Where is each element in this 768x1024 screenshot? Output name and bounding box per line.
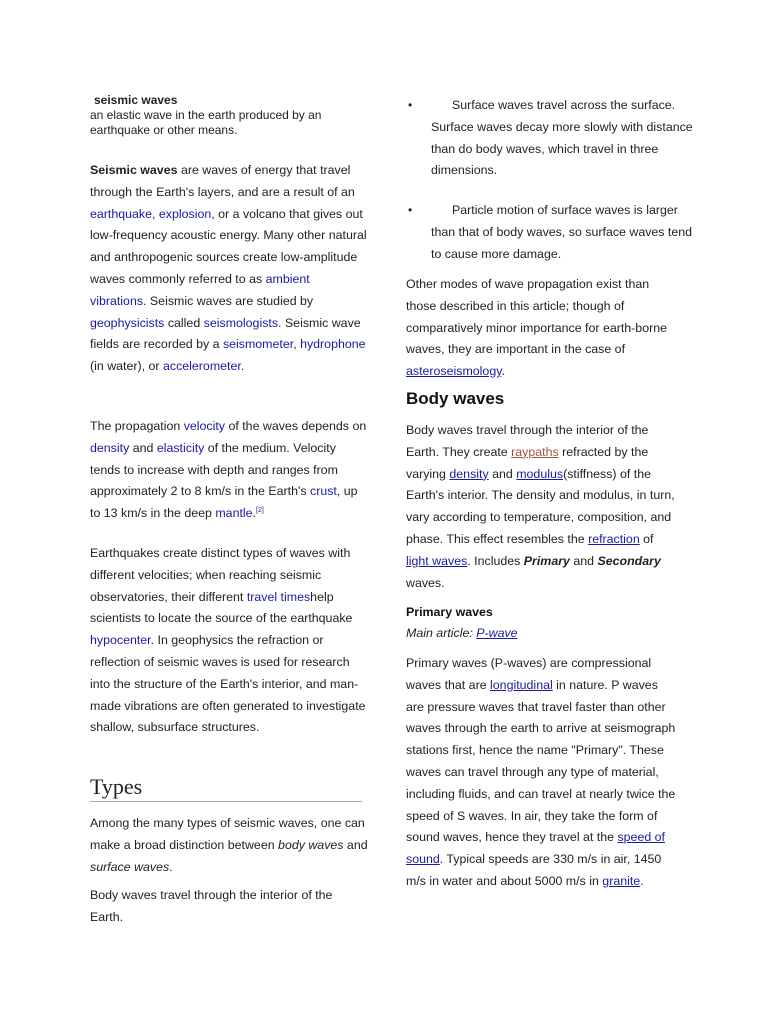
link-raypaths[interactable]: raypaths (511, 444, 559, 459)
link-seismologists[interactable]: seismologists (203, 315, 279, 330)
link-geophysicists[interactable]: geophysicists (90, 315, 165, 330)
main-article-note (406, 623, 678, 645)
intro-text: , or a volcano that gives out low-frequency acoustic energy. Many other natural and anthropogenic sources create low-amplitude waves commonly referred to as (90, 206, 367, 286)
link-refraction[interactable]: refraction (588, 531, 640, 546)
types-text: and (343, 837, 368, 852)
types-italic-surface: surface waves (90, 859, 170, 874)
prop-text: and (129, 440, 157, 455)
eq-text: help scientists to locate the source of the earthquake (90, 589, 353, 626)
prop-text: , up to 13 km/s in the deep (90, 484, 358, 521)
bullet-dot-icon: • (408, 98, 413, 112)
prop-text: The propagation (90, 419, 184, 433)
intro-text: called (164, 315, 204, 330)
link-crust[interactable]: crust (310, 484, 337, 499)
types-heading: Types (90, 774, 143, 799)
body-waves-paragraph (406, 420, 678, 594)
intro-text: , (293, 337, 301, 352)
definition-text: an elastic wave in the earth produced by an earthquake or other means. (90, 108, 322, 137)
link-elasticity[interactable]: elasticity (156, 440, 205, 455)
definition-title: seismic waves (94, 93, 178, 107)
intro-text: . Seismic wave fields are recorded by a (90, 315, 361, 352)
types-section (90, 773, 362, 802)
link-hypocenter[interactable]: hypocenter (90, 633, 151, 648)
bw-text: and (569, 553, 598, 568)
secondary-bold: Secondary (597, 553, 661, 568)
intro-text: , (152, 206, 159, 221)
link-velocity[interactable]: velocity (183, 419, 226, 433)
bw-text: Body waves travel through the interior of the Earth. They create (406, 423, 649, 459)
link-speed-of-sound[interactable]: speed of sound (406, 830, 666, 867)
main-article-prefix: Main article: (406, 626, 477, 640)
types-italic-body: body waves (278, 837, 344, 852)
link-p-wave[interactable]: P-wave (476, 626, 518, 640)
bullet-text: Particle motion of surface waves is larger than that of body waves, so surface waves tend to cause more damage. (431, 203, 693, 261)
eq-text: . In geophysics the refraction or reflection of seismic waves is used for research into the structure of the Earth's interior, and man-made vibrations are often generated to investigate shallow, subsurface structures. (90, 633, 366, 735)
intro-text: . (240, 359, 245, 374)
link-accelerometer[interactable]: accelerometer (162, 359, 241, 374)
link-longitudinal[interactable]: longitudinal (490, 677, 553, 692)
bullet-surface-waves-1 (406, 95, 703, 182)
link-modulus[interactable]: modulus (516, 466, 564, 481)
eq-text: Earthquakes create distinct types of waves with different velocities; when reaching seismic observatories, their different (90, 546, 351, 604)
link-mantle[interactable]: mantle (215, 506, 253, 521)
prop-text: . (252, 506, 257, 521)
link-asteroseismology[interactable]: asteroseismology (406, 364, 502, 379)
body-waves-heading: Body waves (406, 389, 505, 408)
primary-waves-paragraph (406, 653, 678, 893)
other-modes-paragraph (406, 274, 678, 383)
primary-waves-heading: Primary waves (406, 605, 493, 619)
bw-text: and (488, 466, 517, 481)
prop-text: of the medium. Velocity tends to increase with depth and ranges from approximately 2 to 8 km/s in the Earth's (90, 440, 338, 499)
propagation-paragraph (90, 416, 368, 525)
intro-bold: Seismic waves (90, 163, 178, 177)
intro-paragraph (90, 160, 368, 378)
bullet-dot-icon: • (408, 203, 413, 217)
pw-text: . Typical speeds are 330 m/s in air, 1450 m/s in water and about 5000 m/s in (406, 852, 662, 888)
intro-text: . Seismic waves are studied by (143, 293, 314, 308)
intro-text: are waves of energy that travel through the Earth's layers, and are a result of an (90, 163, 355, 199)
types-divider (90, 801, 362, 802)
link-density-2[interactable]: density (449, 466, 489, 481)
bullet-text: Surface waves travel across the surface. Surface waves decay more slowly with distance than do body waves, which travel in three dimensions. (431, 98, 693, 178)
reference-2[interactable]: [2] (256, 507, 264, 515)
link-earthquake[interactable]: earthquake (90, 206, 153, 221)
link-light-waves[interactable]: light waves (406, 553, 468, 568)
bw-text: waves. (406, 575, 445, 590)
link-travel-times[interactable]: travel times (246, 589, 311, 604)
prop-text: of the waves depends on (225, 419, 367, 433)
link-seismometer[interactable]: seismometer (222, 337, 294, 352)
om-text: . (501, 364, 505, 379)
link-density[interactable]: density (90, 440, 130, 455)
bw-text: (stiffness) of the Earth's interior. The density and modulus, in turn, vary according to temperature, composition, and phase. This effect resembles the (406, 466, 675, 546)
earthquakes-paragraph (90, 543, 368, 739)
link-ambient-vibrations[interactable]: ambient vibrations (90, 271, 310, 308)
bw-text: refracted by the varying (406, 444, 649, 481)
types-text: Among the many types of seismic waves, one can make a broad distinction between (90, 816, 365, 852)
primary-bold: Primary (523, 553, 570, 568)
body-waves-short-paragraph: Body waves travel through the interior of the Earth. (90, 888, 333, 924)
om-text: Other modes of wave propagation exist than those described in this article; though of comparatively minor importance for earth-borne waves, they are important in the case of (406, 277, 668, 357)
bullet-surface-waves-2 (406, 200, 703, 265)
link-hydrophone[interactable]: hydrophone (300, 337, 366, 352)
pw-text: in nature. P waves are pressure waves that travel faster than other waves through the earth to arrive at seismograph stations first, hence the name "Primary". These waves can travel through any type of material, including fluids, and can travel at nearly twice the speed of S waves. In air, they take the form of sound waves, hence they travel at the (406, 677, 676, 845)
link-granite[interactable]: granite (602, 873, 641, 888)
intro-text: (in water), or (90, 359, 163, 374)
pw-text: Primary waves (P-waves) are compressional waves that are (406, 656, 652, 692)
link-explosion[interactable]: explosion (158, 206, 212, 221)
types-paragraph (90, 813, 368, 878)
bw-text: . Includes (467, 553, 524, 568)
types-text: . (169, 859, 173, 874)
bw-text: of (639, 531, 654, 546)
pw-text: . (640, 873, 644, 888)
